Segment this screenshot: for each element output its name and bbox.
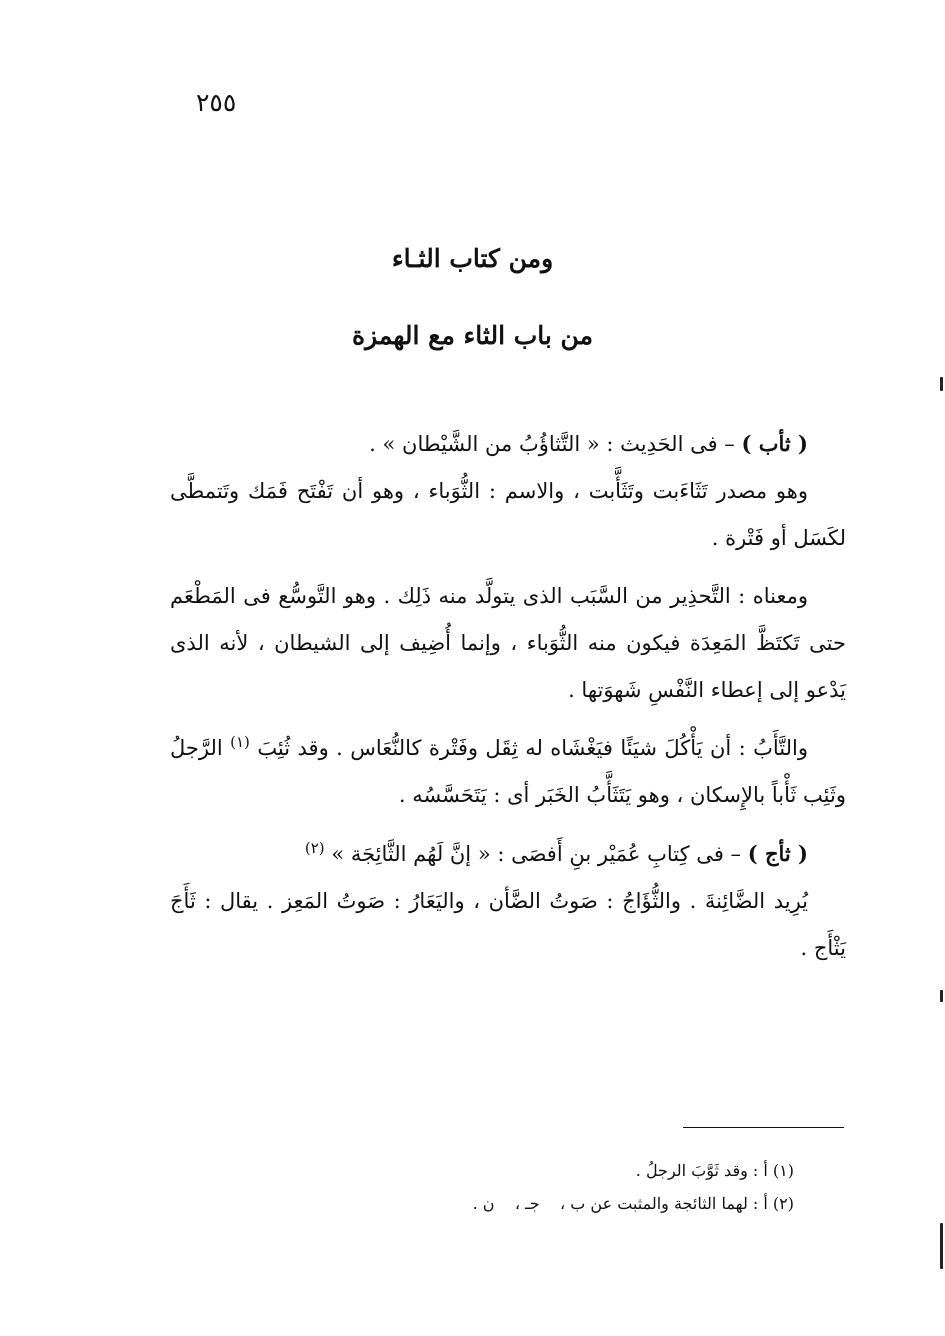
paragraph-with-footnote [170,725,846,819]
paragraph: يُرِيد الضَّائِنةَ . والثُّؤَاجُ : صَوتُ الضَّأن ، واليَعَارُ : صَوتُ المَعِز . يقال : ثَأَجَ يَثْأَج . [170,889,846,960]
footnote-ref: (٢) [304,839,325,857]
footnotes [170,1154,794,1220]
scan-edge-mark [940,1223,943,1269]
paragraph: ومعناه : التَّحذِير من السَّبَب الذى يتولَّد منه ذَلِك . وهو التَّوسُّع فى المَطْعَم حتى تَكتَظَّ المَعِدَة فيكون منه الثُّوَباء ، وإنما أُضِيف إلى الشيطان ، لأنه الذى يَدْعو إلى إعطاء النَّفْسِ شَهوَتها . [170,584,846,702]
footnote-rule [683,1127,844,1128]
book-heading: ومن كتاب الثـاء [391,244,554,273]
scan-edge-mark [940,377,943,391]
entry-intro-text: – فى كِتابِ عُمَيْر بنِ أَفصَى : « إنَّ لَهُم الثَّائِجَة » [324,842,748,866]
page-number: ٢٥٥ [196,88,237,117]
footnote: (٢) أ : لهما الثائجة والمثبت عن ب ، جـ ، ن . [472,1194,794,1213]
entry-headword: ( ثأب ) [741,431,808,456]
footnote: (١) أ : وقد ثَوَّبَ الرجلُ . [635,1161,794,1180]
body-text [170,420,846,972]
paragraph: وهو مصدر تَثَاءَبت وتَثَأَّبت ، والاسم : الثُّوَباء ، وهو أن تَفْتَح فَمَك وتَتمطَّى لكَسَل أو فَتْرة . [170,479,846,550]
entry-thaab-intro [170,420,846,468]
entry-headword: ( ثأج ) [747,841,808,866]
entry-intro-text: – فى الحَدِيث : « التَّثاؤُبُ من الشَّيْطان » . [369,432,742,456]
entry-thaaj-intro [170,830,846,878]
paragraph-text: الرَّجلُ وثَئِب ثَأْباً بالإِسكان ، وهو يَتَثَأَّبُ الخَبَر أى : يَتَحَسَّسُه . [170,736,846,807]
paragraph-text: وقد ثُئِبَ [257,736,329,760]
scan-edge-mark [940,990,943,1002]
chapter-heading: من باب الثاء مع الهمزة [352,321,593,350]
paragraph-text: والتَّأَبُ : أن يَأْكُلَ شيَئًا فيَغْشَاه له ثِقَل وفَتْرة كالنُّعَاس . [336,736,808,760]
footnote-ref: (١) [230,733,250,751]
